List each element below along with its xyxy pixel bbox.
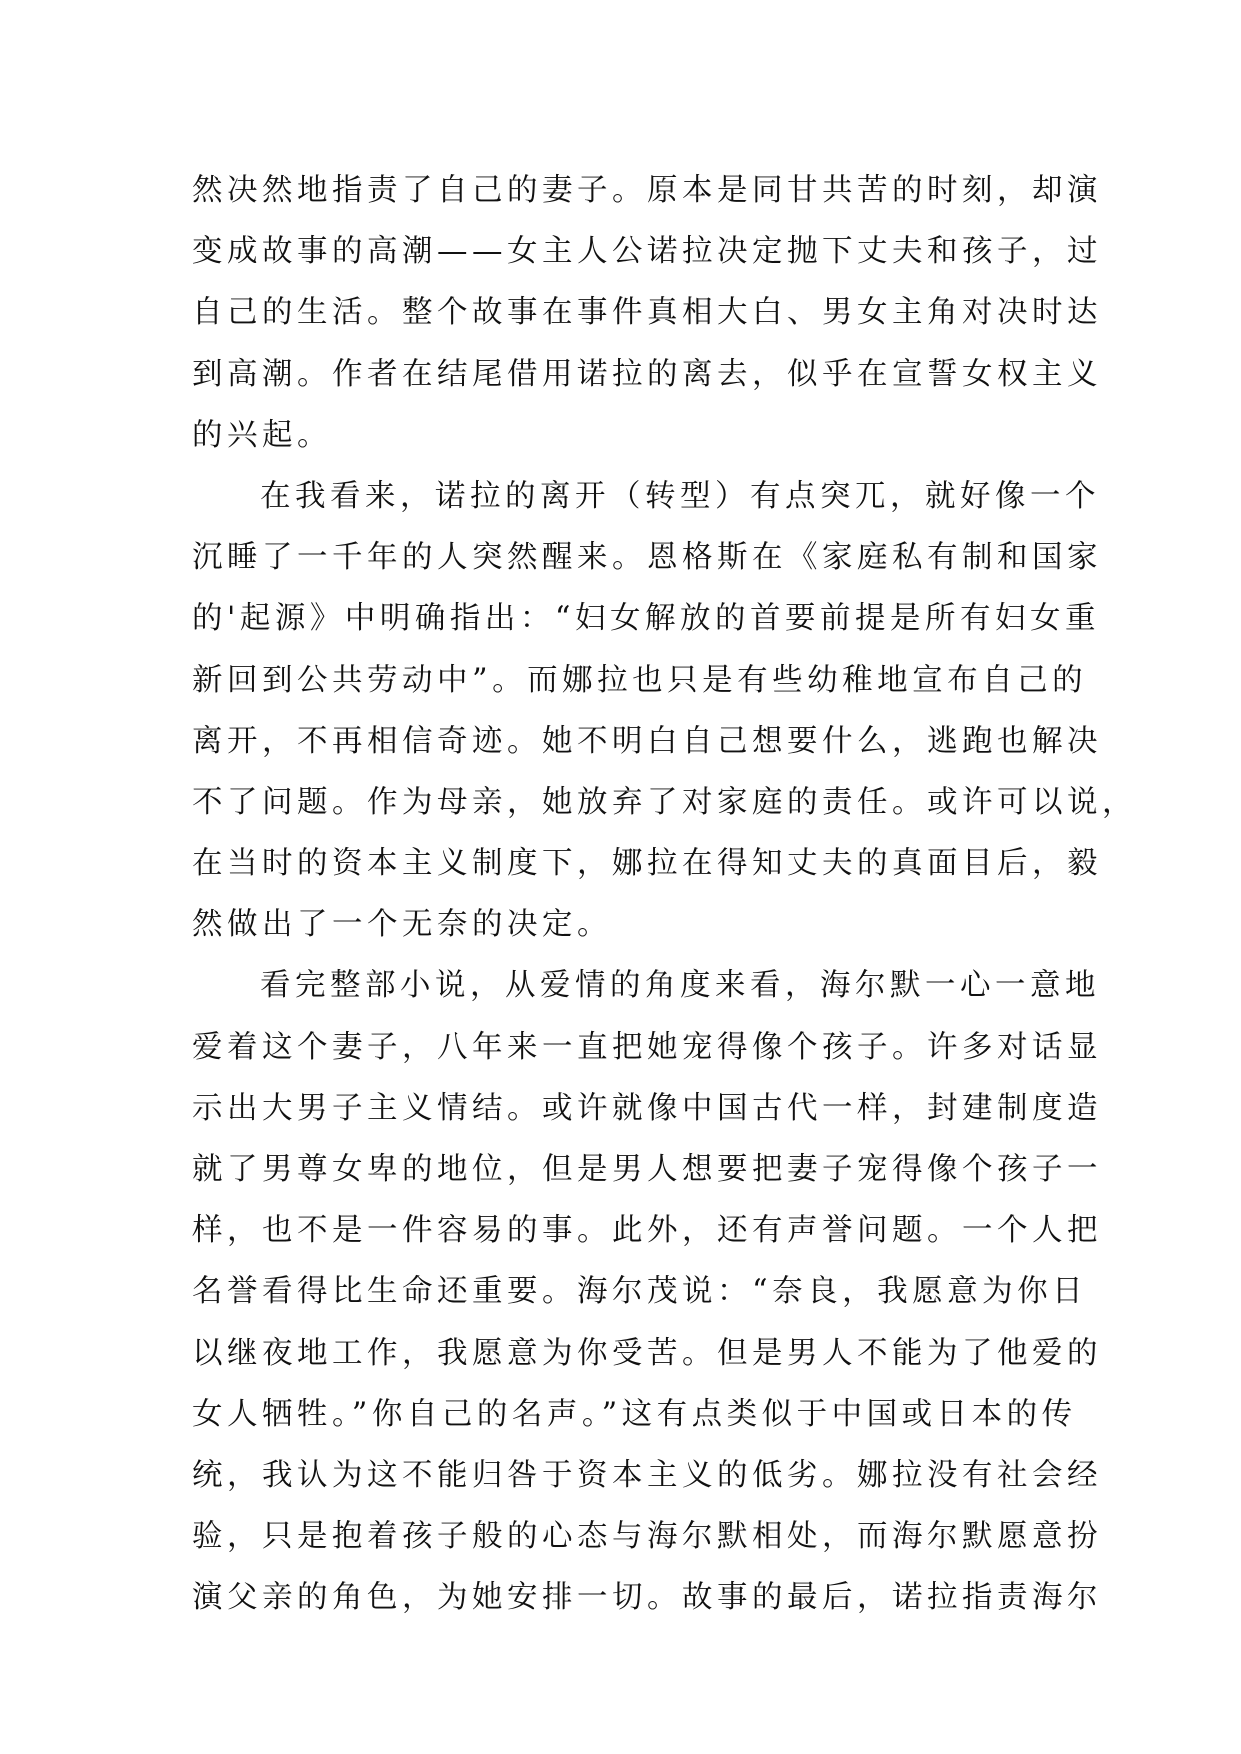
- text-line: 离开，不再相信奇迹。她不明白自己想要什么，逃跑也解决: [192, 723, 1102, 759]
- text-line: 样，也不是一件容易的事。此外，还有声誉问题。一个人把: [192, 1213, 1102, 1249]
- paragraph-first-line: 在我看来，诺拉的离开（转型）有点突兀，就好像一个: [260, 478, 1100, 514]
- text-line: 演父亲的角色，为她安排一切。故事的最后，诺拉指责海尔: [192, 1580, 1102, 1616]
- text-line: 然决然地指责了自己的妻子。原本是同甘共苦的时刻，却演: [192, 173, 1102, 208]
- text-line: 然做出了一个无奈的决定。: [192, 907, 612, 943]
- text-line: 示出大男子主义情结。或许就像中国古代一样，封建制度造: [192, 1090, 1102, 1126]
- text-line: 新回到公共劳动中”。而娜拉也只是有些幼稚地宣布自己的: [192, 662, 1088, 698]
- text-line: 沉睡了一千年的人突然醒来。恩格斯在《家庭私有制和国家: [192, 540, 1102, 576]
- text-line: 名誉看得比生命还重要。海尔茂说：“奈良，我愿意为你日: [192, 1274, 1088, 1310]
- text-line: 自己的生活。整个故事在事件真相大白、男女主角对决时达: [192, 295, 1102, 331]
- body-text: [192, 160, 1137, 1629]
- text-line: 不了问题。作为母亲，她放弃了对家庭的责任。或许可以说，: [192, 784, 1137, 820]
- text-line: 的'起源》中明确指出：“妇女解放的首要前提是所有妇女重: [192, 601, 1100, 637]
- text-line: 在当时的资本主义制度下，娜拉在得知丈夫的真面目后，毅: [192, 846, 1102, 882]
- paragraph-first-line: 看完整部小说，从爱情的角度来看，海尔默一心一意地: [260, 968, 1100, 1004]
- text-line: 以继夜地工作，我愿意为你受苦。但是男人不能为了他爱的: [192, 1335, 1102, 1371]
- text-line: 到高潮。作者在结尾借用诺拉的离去，似乎在宣誓女权主义: [192, 356, 1102, 392]
- text-line: 女人牺牲。”你自己的名声。”这有点类似于中国或日本的传: [192, 1396, 1077, 1432]
- text-line: 的兴起。: [192, 417, 332, 453]
- text-line: 就了男尊女卑的地位，但是男人想要把妻子宠得像个孩子一: [192, 1152, 1102, 1187]
- text-line: 统，我认为这不能归咎于资本主义的低劣。娜拉没有社会经: [192, 1457, 1102, 1493]
- text-line: 验，只是抱着孩子般的心态与海尔默相处，而海尔默愿意扮: [192, 1519, 1102, 1555]
- text-line: 变成故事的高潮——女主人公诺拉决定抛下丈夫和孩子，过: [192, 234, 1102, 270]
- text-line: 爱着这个妻子，八年来一直把她宠得像个孩子。许多对话显: [192, 1029, 1102, 1065]
